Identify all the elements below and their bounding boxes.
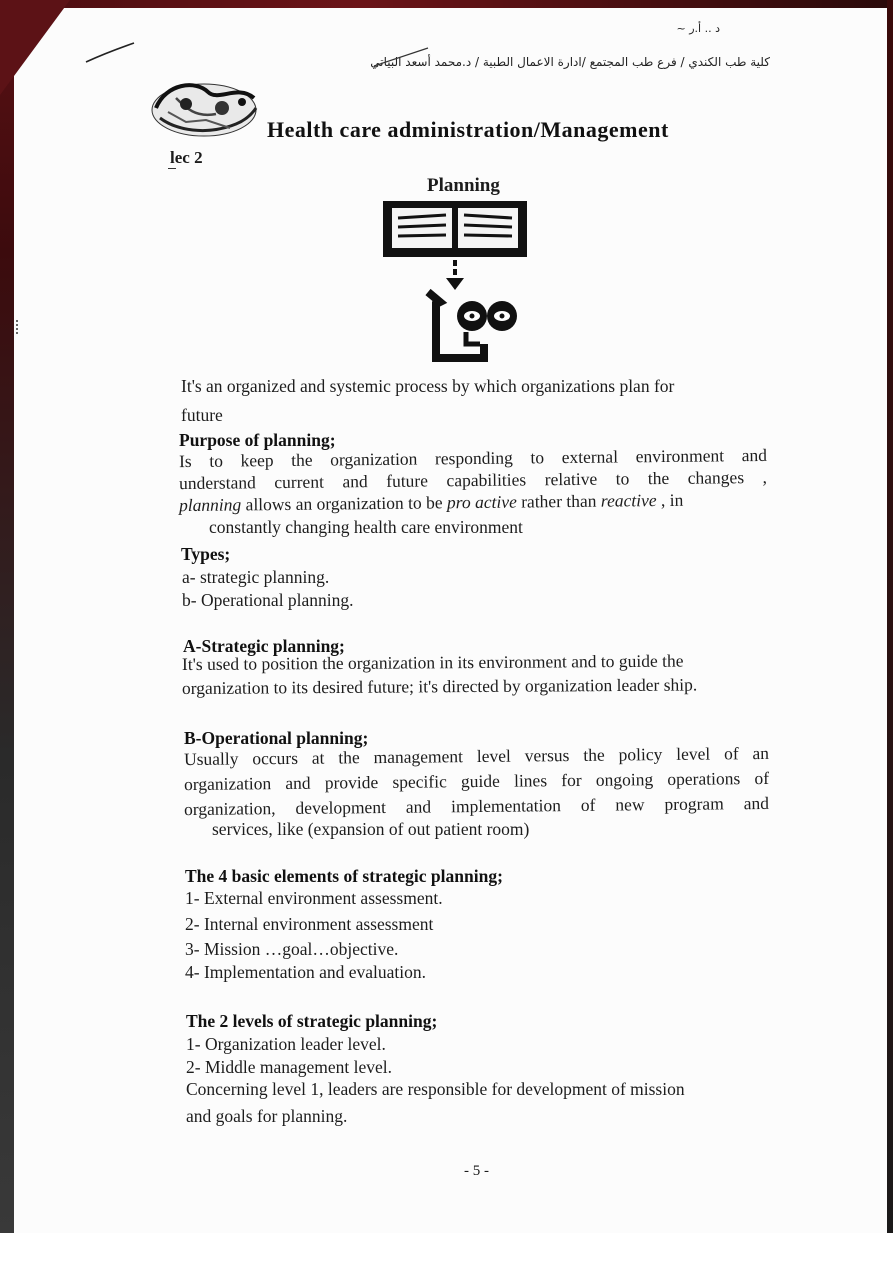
college-emblem-icon	[146, 78, 264, 140]
operational-line: organization, development and implementation of new program and	[183, 792, 770, 820]
operational-line: organization and provide specific guide lines for ongoing operations of	[183, 767, 770, 795]
levels-item: 2- Middle management level.	[186, 1057, 393, 1077]
elements-item: 1- External environment assessment.	[185, 888, 443, 908]
operational-line: Usually occurs at the management level versus the policy level of an	[183, 742, 770, 770]
emphasis-proactive: pro active	[446, 491, 517, 513]
arabic-note: د .. أ.ر ~	[676, 22, 720, 35]
intro-line: future	[181, 405, 223, 425]
lecture-number: lec 2	[170, 148, 203, 167]
book-and-reader-icon	[380, 198, 530, 366]
arabic-header: كلية طب الكندي / فرع طب المجتمع /ادارة الاعمال الطبية / د.محمد أسعد البياتي	[370, 55, 770, 69]
levels-line: Concerning level 1, leaders are responsible for development of mission	[186, 1079, 685, 1099]
types-heading: Types;	[181, 544, 231, 564]
purpose-heading: Purpose of planning;	[179, 430, 336, 450]
operational-heading: B-Operational planning;	[184, 728, 369, 748]
purpose-line: understand current and future capabilities relative to the changes ,	[178, 466, 768, 494]
purpose-text: rather than	[516, 490, 601, 512]
margin-mark	[16, 320, 20, 334]
levels-heading: The 2 levels of strategic planning;	[186, 1011, 438, 1031]
purpose-text: allows an organization to be	[241, 492, 448, 515]
page-title: Health care administration/Management	[267, 117, 669, 142]
lecture-mark	[168, 168, 176, 169]
emphasis-reactive: reactive	[600, 490, 657, 511]
strategic-line: organization to its desired future; it's directed by organization leader ship.	[181, 674, 698, 699]
purpose-line: Is to keep the organization responding to external environment and	[178, 444, 768, 472]
strategic-line: It's used to position the organization in its environment and to guide the	[181, 650, 684, 675]
scan-edge-bottom	[0, 1233, 893, 1263]
types-item: b- Operational planning.	[182, 590, 354, 610]
levels-line: and goals for planning.	[186, 1106, 348, 1126]
purpose-text: , in	[656, 489, 684, 511]
elements-item: 3- Mission …goal…objective.	[185, 939, 399, 959]
scan-edge-top	[0, 0, 893, 8]
operational-line: services, like (expansion of out patient room)	[212, 819, 530, 839]
signature-stroke	[372, 46, 432, 70]
elements-item: 4- Implementation and evaluation.	[185, 962, 427, 982]
intro-line: It's an organized and systemic process by which organizations plan for	[181, 376, 675, 396]
strategic-heading: A-Strategic planning;	[183, 636, 345, 656]
types-item: a- strategic planning.	[182, 567, 330, 587]
levels-item: 1- Organization leader level.	[186, 1034, 386, 1054]
scan-edge-left	[0, 0, 14, 1263]
pen-stroke	[84, 40, 138, 66]
purpose-line: constantly changing health care environment	[209, 517, 523, 537]
elements-item: 2- Internal environment assessment	[185, 914, 434, 934]
elements-heading: The 4 basic elements of strategic planning;	[185, 866, 503, 886]
section-title: Planning	[427, 175, 500, 196]
scan-corner	[0, 0, 70, 95]
emphasis-planning: planning	[178, 494, 242, 516]
page-number: - 5 -	[464, 1163, 489, 1179]
scan-edge-right	[887, 0, 893, 1263]
